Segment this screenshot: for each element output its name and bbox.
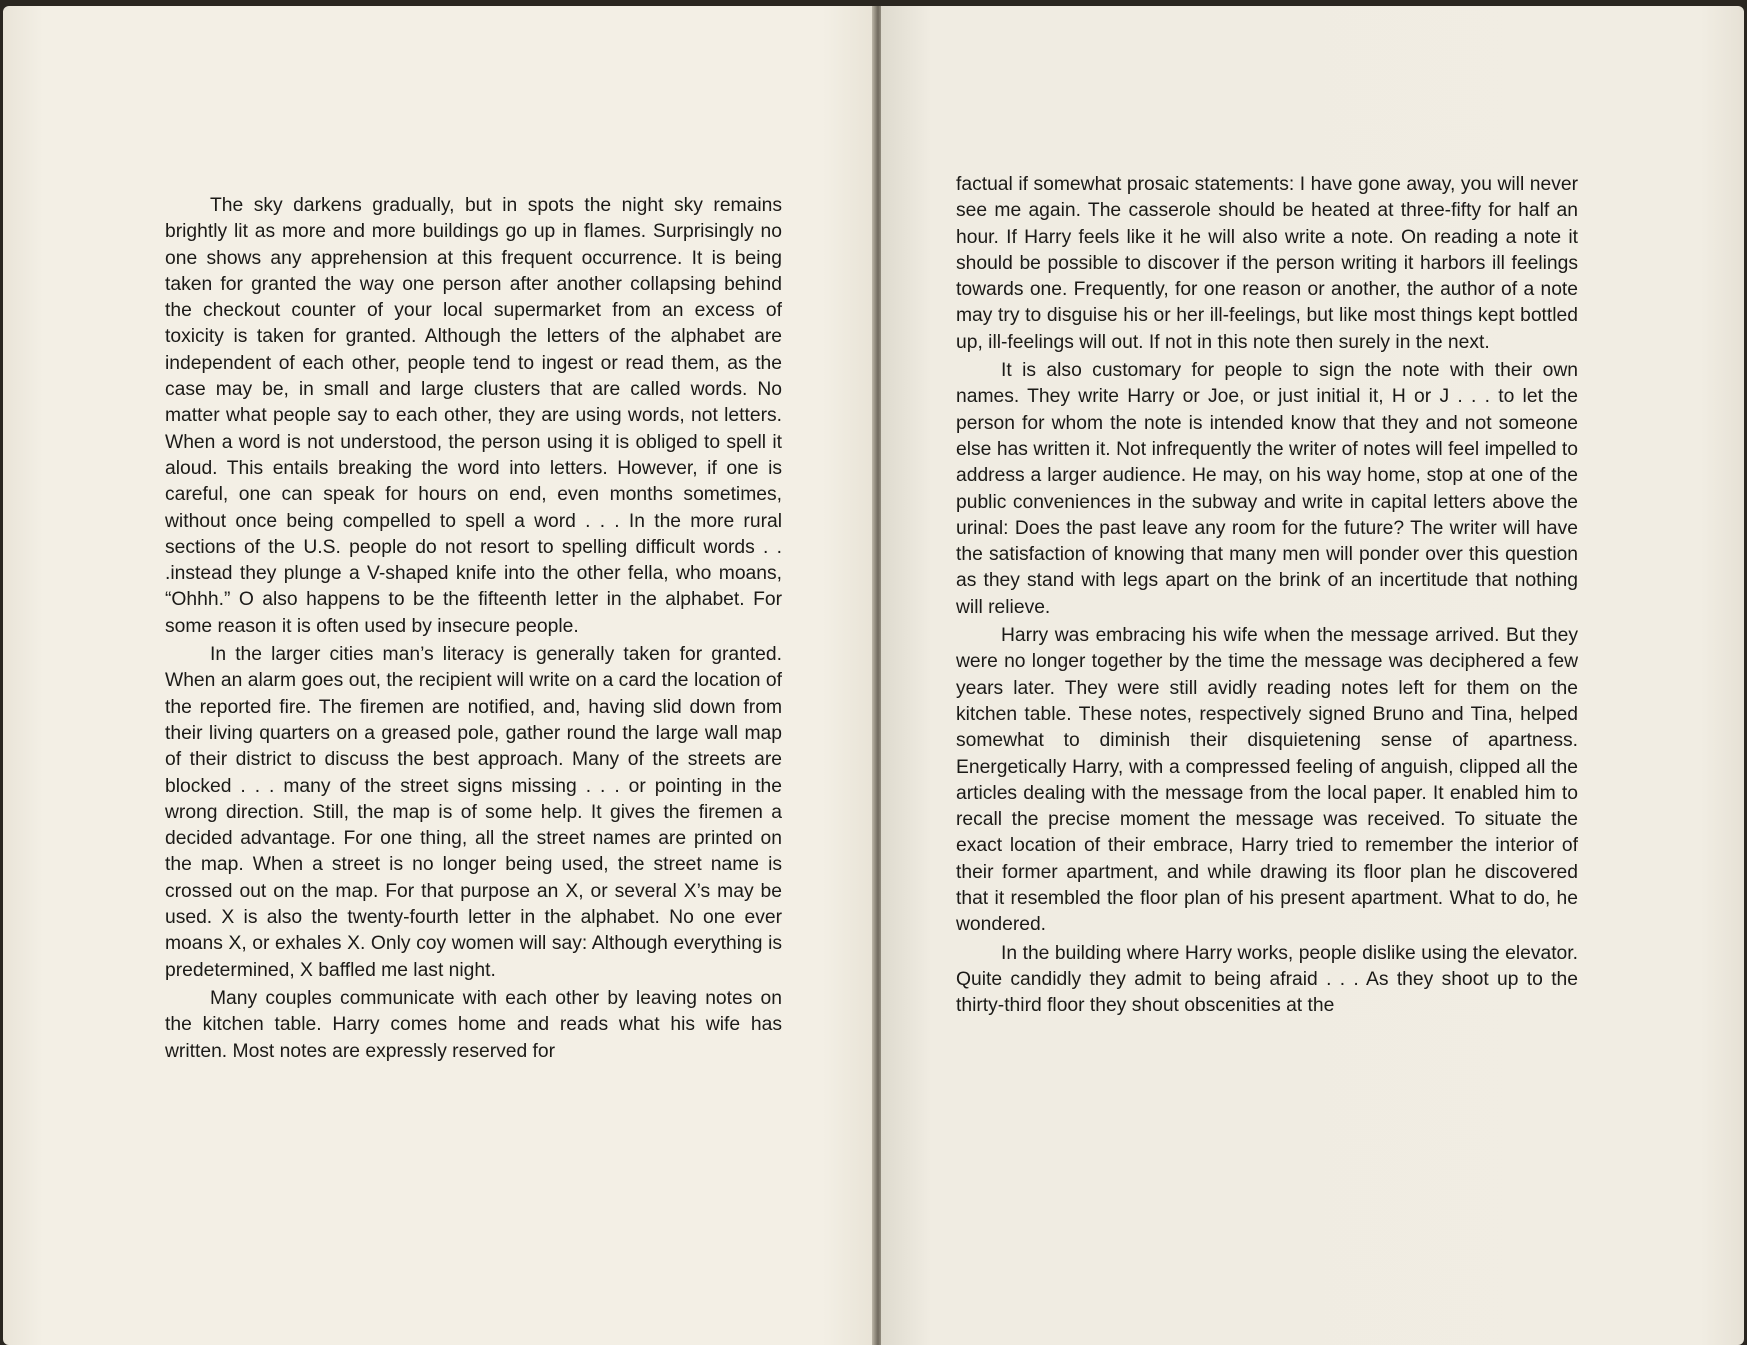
left-page	[3, 6, 875, 1345]
paragraph: In the building where Harry works, people dislike using the elevator. Quite candidly they admit to being afraid . . . As they shoot up to the thirty-third floor they shout obscenities at the	[956, 942, 1578, 1017]
paragraph: In the larger cities man’s literacy is generally taken for granted. When an alarm goes out, the recipient will write on a card the location of the reported fire. The firemen are notified, and, having slid down from their living quarters on a greased pole, gather round the large wall map of their district to discuss the best approach. Many of the streets are blocked . . . many of the street signs missing . . . or pointing in the wrong direction. Still, the map is of some help. It gives the firemen a decided advantage. For one thing, all the street names are printed on the map. When a street is no longer being used, the street name is crossed out on the map. For that purpose an X, or several X’s may be used. X is also the twenty-fourth letter in the alphabet. No one ever moans X, or exhales X. Only coy women will say: Although everything is predetermined, X baffled me last night.	[165, 644, 782, 981]
paragraph: Harry was embracing his wife when the message arrived. But they were no longer together by the time the message was deciphered a few years later. They were still avidly reading notes left for them on the kitchen table. These notes, respectively signed Bruno and Tina, helped somewhat to diminish their disquietening sense of apartness. Energetically Harry, with a compressed feeling of anguish, clipped all the articles dealing with the message from the local paper. It enabled him to recall the precise moment the message was received. To situate the exact location of their embrace, Harry tried to remember the interior of their former apartment, and while drawing its floor plan he discovered that it resembled the floor plan of his present apartment. What to do, he wondered.	[956, 625, 1578, 936]
left-page-text	[165, 193, 782, 1065]
right-page-text	[956, 172, 1578, 1020]
paragraph-continued: factual if somewhat prosaic statements: I have gone away, you will never see me again. The casserole should be heated at three-fifty for half an hour. If Harry feels like it he will also write a note. On reading a note it should be possible to discover if the person writing it harbors ill feelings towards one. Frequently, for one reason or another, the author of a note may try to disguise his or her ill-feelings, but like most things kept bottled up, ill-feelings will out. If not in this note then surely in the next.	[956, 174, 1578, 353]
right-page	[881, 6, 1744, 1345]
paragraph: It is also customary for people to sign the note with their own names. They write Harry or Joe, or just initial it, H or J . . . to let the person for whom the note is intended know that they and not someone else has written it. Not infrequently the writer of notes will feel impelled to address a larger audience. He may, on his way home, stop at one of the public conveniences in the subway and write in capital letters above the urinal: Does the past leave any room for the future? The writer will have the satisfaction of knowing that many men will ponder over this question as they stand with legs apart on the brink of an incertitude that nothing will relieve.	[956, 360, 1578, 618]
paragraph: Many couples communicate with each other by leaving notes on the kitchen table. Harry comes home and reads what his wife has written. Most notes are expressly reserved for	[165, 987, 782, 1062]
paragraph: The sky darkens gradually, but in spots the night sky remains brightly lit as more and more buildings go up in flames. Surprisingly no one shows any apprehension at this frequent occurrence. It is being taken for granted the way one person after another collapsing behind the checkout counter of your local supermarket from an excess of toxicity is taken for granted. Although the letters of the alphabet are independent of each other, people tend to ingest or read them, as the case may be, in small and large clusters that are called words. No matter what people say to each other, they are using words, not letters. When a word is not understood, the person using it is obliged to spell it aloud. This entails breaking the word into letters. However, if one is careful, one can speak for hours on end, even months sometimes, without once being compelled to spell a word . . . In the more rural sections of the U.S. people do not resort to spelling difficult words . . .instead they plunge a V-shaped knife into the other fella, who moans, “Ohhh.” O also happens to be the fifteenth letter in the alphabet. For some reason it is often used by insecure people.	[165, 195, 782, 637]
